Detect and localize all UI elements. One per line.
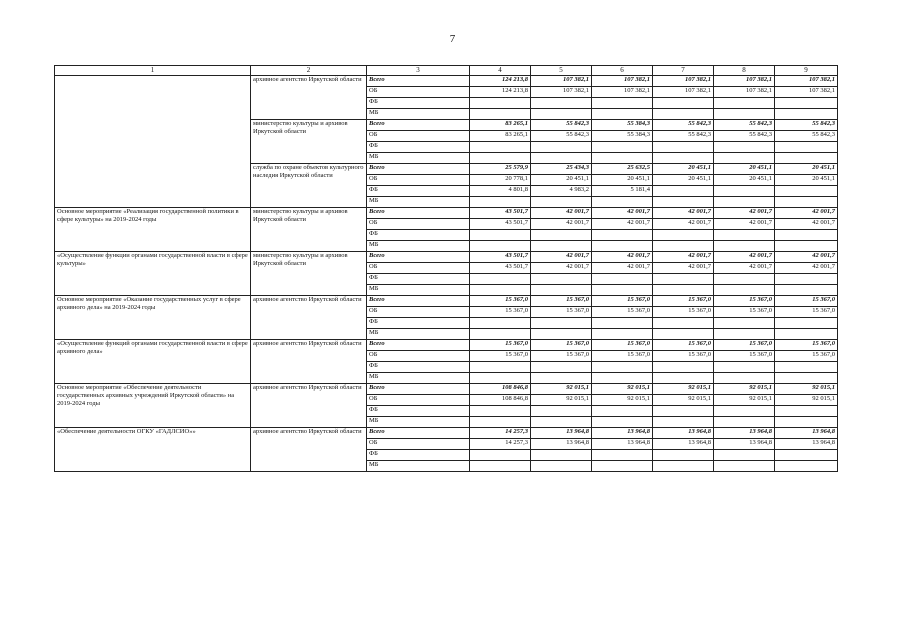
amount-cell: 5 181,4 — [592, 186, 653, 197]
amount-cell: 15 367,0 — [592, 340, 653, 351]
funding-source: ОБ — [367, 131, 470, 142]
amount-cell: 42 001,7 — [775, 263, 838, 274]
amount-cell: 15 367,0 — [470, 296, 531, 307]
amount-cell — [714, 98, 775, 109]
amount-cell — [531, 417, 592, 428]
amount-cell: 42 001,7 — [592, 263, 653, 274]
amount-cell — [775, 153, 838, 164]
amount-cell — [775, 142, 838, 153]
amount-cell: 92 015,1 — [592, 395, 653, 406]
amount-cell: 13 964,8 — [775, 439, 838, 450]
amount-cell — [714, 362, 775, 373]
amount-cell — [653, 373, 714, 384]
amount-cell: 92 015,1 — [775, 395, 838, 406]
amount-cell — [531, 373, 592, 384]
amount-cell — [470, 461, 531, 472]
amount-cell: 20 451,1 — [653, 164, 714, 175]
amount-cell: 4 801,8 — [470, 186, 531, 197]
executor-name: служба по охране объектов культурного наследия Иркутской области — [251, 164, 367, 208]
amount-cell — [775, 109, 838, 120]
amount-cell — [531, 197, 592, 208]
amount-cell — [531, 142, 592, 153]
amount-cell — [653, 329, 714, 340]
funding-source: ОБ — [367, 395, 470, 406]
amount-cell — [775, 406, 838, 417]
amount-cell: 55 842,3 — [531, 120, 592, 131]
amount-cell — [531, 274, 592, 285]
amount-cell: 15 367,0 — [775, 340, 838, 351]
amount-cell: 42 001,7 — [653, 252, 714, 263]
amount-cell — [470, 406, 531, 417]
activity-name: Основное мероприятие «Обеспечение деятельности государственных архивных учреждений Иркутской области» на 2019-2024 годы — [55, 384, 251, 428]
amount-cell — [775, 461, 838, 472]
amount-cell — [470, 417, 531, 428]
amount-cell: 42 001,7 — [653, 208, 714, 219]
amount-cell — [470, 285, 531, 296]
amount-cell: 15 367,0 — [592, 351, 653, 362]
amount-cell: 107 382,1 — [653, 76, 714, 87]
amount-cell: 107 382,1 — [714, 76, 775, 87]
amount-cell: 15 367,0 — [470, 340, 531, 351]
amount-cell: 55 842,3 — [653, 131, 714, 142]
amount-cell: 13 964,8 — [592, 428, 653, 439]
amount-cell: 43 501,7 — [470, 219, 531, 230]
amount-cell — [531, 461, 592, 472]
amount-cell — [714, 241, 775, 252]
amount-cell: 15 367,0 — [653, 340, 714, 351]
amount-cell — [653, 241, 714, 252]
amount-cell: 13 964,8 — [714, 428, 775, 439]
amount-cell — [653, 153, 714, 164]
amount-cell: 43 501,7 — [470, 263, 531, 274]
amount-cell: 15 367,0 — [592, 296, 653, 307]
amount-cell — [653, 406, 714, 417]
amount-cell: 13 964,8 — [592, 439, 653, 450]
amount-cell: 55 384,3 — [592, 120, 653, 131]
amount-cell: 15 367,0 — [775, 307, 838, 318]
activity-name: «Осуществление функций органами государственной власти в сфере архивного дела» — [55, 340, 251, 384]
funding-source: МБ — [367, 285, 470, 296]
amount-cell: 15 367,0 — [531, 340, 592, 351]
amount-cell: 92 015,1 — [775, 384, 838, 395]
amount-cell — [775, 417, 838, 428]
amount-cell — [714, 461, 775, 472]
funding-source: ОБ — [367, 351, 470, 362]
amount-cell: 55 842,3 — [653, 120, 714, 131]
amount-cell: 107 382,1 — [592, 87, 653, 98]
amount-cell — [653, 109, 714, 120]
amount-cell — [531, 318, 592, 329]
amount-cell — [775, 230, 838, 241]
amount-cell — [714, 329, 775, 340]
amount-cell: 43 501,7 — [470, 252, 531, 263]
funding-source: ФБ — [367, 406, 470, 417]
funding-source: МБ — [367, 417, 470, 428]
funding-source: ФБ — [367, 362, 470, 373]
amount-cell — [653, 230, 714, 241]
amount-cell — [714, 373, 775, 384]
amount-cell: 15 367,0 — [470, 307, 531, 318]
amount-cell: 15 367,0 — [531, 296, 592, 307]
amount-cell: 92 015,1 — [714, 384, 775, 395]
amount-cell: 42 001,7 — [714, 208, 775, 219]
table-row — [55, 296, 838, 307]
amount-cell — [592, 241, 653, 252]
amount-cell: 14 257,3 — [470, 428, 531, 439]
amount-cell: 92 015,1 — [653, 395, 714, 406]
funding-source: Всего — [367, 252, 470, 263]
amount-cell — [714, 450, 775, 461]
funding-source: ОБ — [367, 219, 470, 230]
amount-cell — [592, 197, 653, 208]
column-header: 7 — [653, 66, 714, 76]
amount-cell: 92 015,1 — [653, 384, 714, 395]
amount-cell: 14 257,3 — [470, 439, 531, 450]
amount-cell: 55 842,3 — [714, 131, 775, 142]
amount-cell — [531, 109, 592, 120]
column-header: 9 — [775, 66, 838, 76]
amount-cell — [470, 153, 531, 164]
amount-cell — [653, 98, 714, 109]
funding-source: ФБ — [367, 230, 470, 241]
funding-source: МБ — [367, 461, 470, 472]
amount-cell — [592, 406, 653, 417]
amount-cell — [592, 109, 653, 120]
amount-cell: 107 382,1 — [775, 87, 838, 98]
amount-cell: 15 367,0 — [531, 307, 592, 318]
amount-cell: 42 001,7 — [714, 252, 775, 263]
table-row — [55, 252, 838, 263]
amount-cell — [470, 109, 531, 120]
amount-cell — [470, 197, 531, 208]
funding-source: ФБ — [367, 450, 470, 461]
amount-cell — [714, 417, 775, 428]
amount-cell — [592, 285, 653, 296]
executor-name: министерство культуры и архивов Иркутской области — [251, 120, 367, 164]
amount-cell — [531, 362, 592, 373]
column-header: 6 — [592, 66, 653, 76]
amount-cell — [775, 197, 838, 208]
amount-cell — [775, 186, 838, 197]
amount-cell — [470, 362, 531, 373]
amount-cell: 13 964,8 — [653, 428, 714, 439]
amount-cell: 20 451,1 — [653, 175, 714, 186]
amount-cell: 42 001,7 — [531, 208, 592, 219]
amount-cell: 42 001,7 — [531, 252, 592, 263]
amount-cell — [775, 329, 838, 340]
amount-cell: 55 842,3 — [531, 131, 592, 142]
column-header: 3 — [367, 66, 470, 76]
amount-cell: 42 001,7 — [653, 219, 714, 230]
amount-cell — [592, 417, 653, 428]
funding-source: ФБ — [367, 186, 470, 197]
amount-cell: 15 367,0 — [653, 296, 714, 307]
amount-cell: 25 579,9 — [470, 164, 531, 175]
amount-cell — [592, 461, 653, 472]
amount-cell — [592, 450, 653, 461]
amount-cell: 42 001,7 — [714, 263, 775, 274]
funding-source: ФБ — [367, 274, 470, 285]
column-header: 2 — [251, 66, 367, 76]
amount-cell — [714, 406, 775, 417]
amount-cell: 83 265,1 — [470, 131, 531, 142]
amount-cell — [653, 186, 714, 197]
amount-cell: 42 001,7 — [531, 219, 592, 230]
executor-name: министерство культуры и архивов Иркутской области — [251, 208, 367, 252]
funding-source: МБ — [367, 109, 470, 120]
amount-cell: 20 451,1 — [531, 175, 592, 186]
amount-cell: 15 367,0 — [775, 296, 838, 307]
amount-cell: 107 382,1 — [531, 87, 592, 98]
column-header: 4 — [470, 66, 531, 76]
amount-cell: 55 842,3 — [775, 120, 838, 131]
column-header: 8 — [714, 66, 775, 76]
funding-source: ОБ — [367, 87, 470, 98]
activity-name: «Обеспечение деятельности ОГКУ «ГАДЛСИО»» — [55, 428, 251, 472]
amount-cell: 15 367,0 — [714, 351, 775, 362]
amount-cell — [714, 274, 775, 285]
funding-source: Всего — [367, 164, 470, 175]
amount-cell: 25 434,3 — [531, 164, 592, 175]
amount-cell: 25 632,5 — [592, 164, 653, 175]
amount-cell: 13 964,8 — [531, 428, 592, 439]
amount-cell — [714, 197, 775, 208]
amount-cell: 124 213,8 — [470, 87, 531, 98]
amount-cell — [592, 362, 653, 373]
executor-name: архивное агентство Иркутской области — [251, 384, 367, 428]
amount-cell — [531, 450, 592, 461]
executor-name: архивное агентство Иркутской области — [251, 340, 367, 384]
executor-name: архивное агентство Иркутской области — [251, 296, 367, 340]
budget-table — [54, 65, 838, 472]
funding-source: Всего — [367, 296, 470, 307]
amount-cell: 92 015,1 — [531, 395, 592, 406]
amount-cell: 92 015,1 — [592, 384, 653, 395]
amount-cell: 42 001,7 — [714, 219, 775, 230]
amount-cell: 13 964,8 — [714, 439, 775, 450]
funding-source: Всего — [367, 120, 470, 131]
amount-cell: 55 842,3 — [714, 120, 775, 131]
table-row — [55, 428, 838, 439]
funding-source: Всего — [367, 384, 470, 395]
column-header: 5 — [531, 66, 592, 76]
funding-source: ФБ — [367, 142, 470, 153]
activity-name — [55, 76, 251, 208]
funding-source: ФБ — [367, 98, 470, 109]
amount-cell — [470, 329, 531, 340]
table-row — [55, 384, 838, 395]
amount-cell: 15 367,0 — [470, 351, 531, 362]
amount-cell — [470, 318, 531, 329]
amount-cell: 42 001,7 — [775, 219, 838, 230]
amount-cell — [531, 98, 592, 109]
amount-cell — [653, 197, 714, 208]
amount-cell — [592, 373, 653, 384]
amount-cell: 107 382,1 — [653, 87, 714, 98]
amount-cell — [775, 373, 838, 384]
funding-source: ОБ — [367, 439, 470, 450]
amount-cell — [775, 318, 838, 329]
amount-cell: 15 367,0 — [653, 307, 714, 318]
amount-cell — [714, 142, 775, 153]
funding-source: ОБ — [367, 263, 470, 274]
amount-cell: 42 001,7 — [775, 208, 838, 219]
amount-cell — [531, 329, 592, 340]
amount-cell: 15 367,0 — [714, 340, 775, 351]
amount-cell — [775, 285, 838, 296]
executor-name: архивное агентство Иркутской области — [251, 428, 367, 472]
amount-cell: 42 001,7 — [653, 263, 714, 274]
amount-cell — [531, 153, 592, 164]
funding-source: Всего — [367, 340, 470, 351]
amount-cell — [653, 274, 714, 285]
amount-cell — [531, 230, 592, 241]
amount-cell: 13 964,8 — [531, 439, 592, 450]
amount-cell: 107 382,1 — [531, 76, 592, 87]
amount-cell: 15 367,0 — [592, 307, 653, 318]
amount-cell: 107 382,1 — [775, 76, 838, 87]
executor-name: архивное агентство Иркутской области — [251, 76, 367, 120]
amount-cell: 83 265,1 — [470, 120, 531, 131]
funding-source: МБ — [367, 373, 470, 384]
amount-cell: 15 367,0 — [653, 351, 714, 362]
amount-cell: 43 501,7 — [470, 208, 531, 219]
funding-source: МБ — [367, 153, 470, 164]
amount-cell — [775, 98, 838, 109]
amount-cell: 20 451,1 — [775, 175, 838, 186]
amount-cell — [592, 98, 653, 109]
amount-cell: 20 451,1 — [592, 175, 653, 186]
table-row — [55, 340, 838, 351]
funding-source: Всего — [367, 76, 470, 87]
activity-name: Основное мероприятие «Реализация государственной политики в сфере культуры» на 2019-2024 годы — [55, 208, 251, 252]
amount-cell — [714, 318, 775, 329]
amount-cell — [653, 450, 714, 461]
amount-cell — [592, 329, 653, 340]
funding-source: ОБ — [367, 175, 470, 186]
amount-cell — [653, 142, 714, 153]
amount-cell: 13 964,8 — [775, 428, 838, 439]
activity-name: Основное мероприятие «Оказание государственных услуг в сфере архивного дела» на 2019-2024 годы — [55, 296, 251, 340]
amount-cell — [653, 417, 714, 428]
amount-cell — [592, 153, 653, 164]
amount-cell: 20 451,1 — [775, 164, 838, 175]
amount-cell — [592, 274, 653, 285]
amount-cell — [531, 406, 592, 417]
amount-cell — [470, 450, 531, 461]
funding-source: Всего — [367, 428, 470, 439]
amount-cell — [653, 285, 714, 296]
amount-cell: 92 015,1 — [531, 384, 592, 395]
amount-cell — [653, 461, 714, 472]
amount-cell — [775, 450, 838, 461]
amount-cell: 107 382,1 — [592, 76, 653, 87]
amount-cell — [592, 142, 653, 153]
amount-cell: 108 846,8 — [470, 395, 531, 406]
amount-cell: 42 001,7 — [592, 252, 653, 263]
amount-cell — [714, 109, 775, 120]
amount-cell: 15 367,0 — [531, 351, 592, 362]
amount-cell — [470, 241, 531, 252]
amount-cell: 92 015,1 — [714, 395, 775, 406]
amount-cell — [470, 274, 531, 285]
amount-cell: 42 001,7 — [531, 263, 592, 274]
table-row — [55, 208, 838, 219]
amount-cell — [470, 230, 531, 241]
amount-cell — [714, 230, 775, 241]
amount-cell — [714, 285, 775, 296]
amount-cell: 42 001,7 — [592, 219, 653, 230]
amount-cell: 42 001,7 — [775, 252, 838, 263]
executor-name: министерство культуры и архивов Иркутской области — [251, 252, 367, 296]
table-body — [55, 66, 838, 472]
header-row — [55, 66, 838, 76]
page-number: 7 — [449, 33, 456, 45]
amount-cell: 108 846,8 — [470, 384, 531, 395]
amount-cell — [775, 362, 838, 373]
amount-cell: 15 367,0 — [714, 307, 775, 318]
amount-cell — [531, 285, 592, 296]
amount-cell — [470, 98, 531, 109]
amount-cell: 20 778,1 — [470, 175, 531, 186]
amount-cell — [714, 153, 775, 164]
funding-source: МБ — [367, 197, 470, 208]
amount-cell — [531, 241, 592, 252]
amount-cell — [592, 230, 653, 241]
amount-cell — [714, 186, 775, 197]
amount-cell: 124 213,8 — [470, 76, 531, 87]
amount-cell: 55 384,3 — [592, 131, 653, 142]
column-header: 1 — [55, 66, 251, 76]
amount-cell: 4 983,2 — [531, 186, 592, 197]
amount-cell — [592, 318, 653, 329]
amount-cell — [775, 241, 838, 252]
amount-cell: 107 382,1 — [714, 87, 775, 98]
amount-cell — [470, 373, 531, 384]
amount-cell: 15 367,0 — [775, 351, 838, 362]
amount-cell: 20 451,1 — [714, 164, 775, 175]
amount-cell: 13 964,8 — [653, 439, 714, 450]
amount-cell: 55 842,3 — [775, 131, 838, 142]
table-row — [55, 76, 838, 87]
amount-cell: 42 001,7 — [592, 208, 653, 219]
amount-cell — [653, 318, 714, 329]
funding-source: ФБ — [367, 318, 470, 329]
funding-source: Всего — [367, 208, 470, 219]
amount-cell — [775, 274, 838, 285]
funding-source: МБ — [367, 241, 470, 252]
funding-source: МБ — [367, 329, 470, 340]
amount-cell — [470, 142, 531, 153]
amount-cell — [653, 362, 714, 373]
amount-cell: 20 451,1 — [714, 175, 775, 186]
amount-cell: 15 367,0 — [714, 296, 775, 307]
activity-name: «Осуществление функции органами государственной власти в сфере культуры» — [55, 252, 251, 296]
funding-source: ОБ — [367, 307, 470, 318]
